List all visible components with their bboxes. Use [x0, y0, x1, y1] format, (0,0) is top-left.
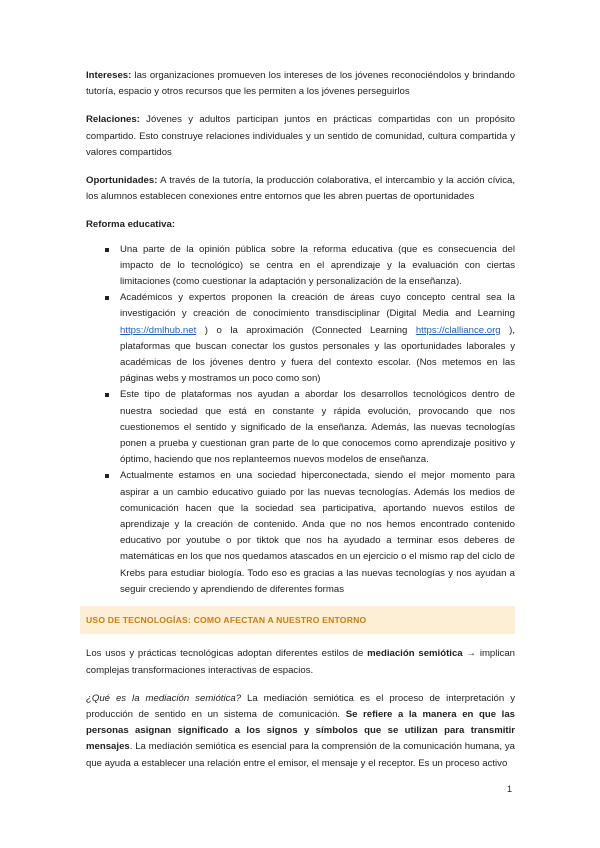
mediacion-bold: Se refiere a la manera en que las personas asignan significado a los signos y símbolos que se utilizan para transmitir mensajes: [86, 708, 515, 753]
list-item: [86, 468, 515, 598]
bullet-text: Este tipo de plataformas nos ayudan a abordar los desarrollos tecnológicos dentro de nuestra sociedad que está en constante y rápida evolución, provocando que nos cuestionemos el sentido y significado de la enseñanza. Además, las nuevas tecnologías ponen a prueba y cuestionan gran parte de lo que conocemos como aprendizaje positivo y óptimo, haciendo que nos replanteemos nuevos modelos de enseñanza.: [120, 389, 515, 466]
intereses-label: Intereses:: [86, 70, 132, 81]
bullet-text: ), plataformas que buscan conectar los gustos personales y las oportunidades laborales y académicas de los jóvenes dentro y fuera del contexto escolar. (Nos metemos en las páginas webs y mostramos un poco como son): [120, 324, 515, 385]
list-item: [86, 242, 515, 291]
bullet-icon: [105, 296, 109, 300]
list-item: [86, 387, 515, 468]
paragraph-mediacion: [86, 691, 515, 772]
reforma-title: Reforma educativa:: [86, 219, 176, 231]
page-content: [86, 68, 515, 772]
section-heading: USO DE TECNOLOGÍAS: COMO AFECTAN A NUESTRO ENTORNO: [80, 606, 515, 634]
bullet-text: Una parte de la opinión pública sobre la reforma educativa (que es consecuencia del impacto de lo tecnológico) se centra en el aprendizaje y la evaluación con ciertas limitaciones (como cuestionar la adaptación y personalización de la enseñanza).: [120, 243, 515, 288]
list-item: [86, 290, 515, 387]
oportunidades-text: A través de la tutoría, la producción colaborativa, el intercambio y la acción cívica, los alumnos establecen conexiones entre entornos que les abren puertas de oportunidades: [86, 175, 515, 203]
mediacion-text: La mediación semiótica es el proceso de interpretación y producción de sentido en un sistema de comunicación.: [86, 692, 515, 720]
relaciones-label: Relaciones:: [86, 114, 140, 126]
bullet-text: ) o la aproximación (Connected Learning: [196, 324, 416, 336]
intereses-text: las organizaciones promueven los intereses de los jóvenes reconociéndolos y brindando tutoría, espacio y otros recursos que les permiten a los jóvenes perseguirlos: [86, 70, 515, 98]
paragraph-relaciones: [86, 112, 515, 161]
paragraph-oportunidades: [86, 173, 515, 205]
dmlhub-link[interactable]: https://dmlhub.net: [120, 324, 197, 336]
usos-bold: mediación semiótica: [367, 648, 463, 660]
clalliance-link[interactable]: https://clalliance.org: [415, 324, 501, 336]
bullet-icon: [105, 474, 109, 478]
usos-text: → implican complejas transformaciones interactivas de espacios.: [86, 648, 516, 676]
relaciones-text: Jóvenes y adultos participan juntos en prácticas compartidas con un propósito compartido. Esto construye relaciones individuales y un sentido de comunidad, cultura compartida y valores compartidos: [86, 114, 515, 158]
oportunidades-label: Oportunidades:: [86, 175, 158, 187]
bullet-icon: [105, 248, 109, 252]
paragraph-usos: [86, 646, 515, 678]
mediacion-question: ¿Qué es la mediación semiótica?: [86, 692, 242, 704]
mediacion-text: . La mediación semiótica es esencial para la comprensión de la comunicación humana, ya que ayuda a establecer una relación entre el emisor, el mensaje y el receptor. Es un proceso activo: [86, 741, 515, 769]
reforma-bullet-list: [86, 242, 515, 598]
paragraph-intereses: [86, 68, 515, 100]
bullet-text: Académicos y expertos proponen la creación de áreas cuyo concepto central sea la investigación y creación de conocimiento transdisciplinar (Digital Media and Learning: [120, 292, 515, 320]
bullet-icon: [105, 393, 109, 397]
page-number: 1: [506, 784, 512, 794]
bullet-text: Actualmente estamos en una sociedad hiperconectada, siendo el mejor momento para aspirar a un cambio educativo guiado por las nuevas tecnologías. Además los medios de comunicación hacen que la sociedad sea participativa, aportando nuevos estilos de aprendizaje y la creación de contenido. Anda que no nos hemos encontrado contenido educativo por youtube o por tiktok que nos ha ayudado a terminar esos deberes de matemáticas en los que nos quedamos atascados en un ejercicio o el mismo rap del ciclo de Krebs para estudiar biología. Todo eso es gracias a las nuevas tecnologías y nos ayudan a seguir creciendo y aprendiendo de diferentes formas: [120, 470, 515, 595]
usos-text: Los usos y prácticas tecnológicas adoptan diferentes estilos de: [86, 648, 368, 660]
